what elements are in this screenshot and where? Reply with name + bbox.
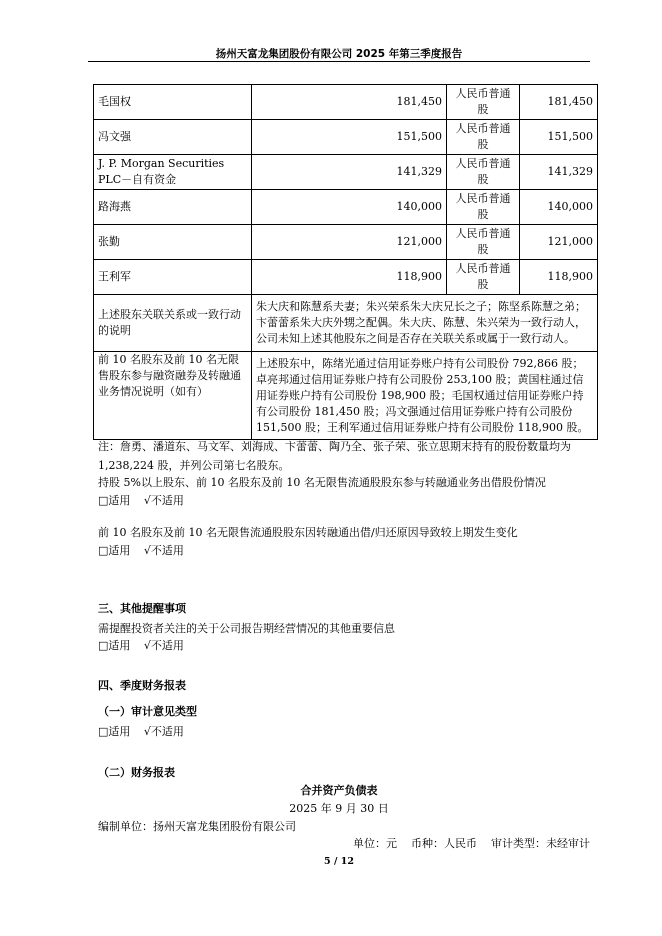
share-qty: 121,000 bbox=[520, 225, 598, 260]
section3-checkbox-row bbox=[98, 636, 598, 655]
applicable-checkbox[interactable]: □适用 bbox=[98, 725, 131, 738]
share-qty: 141,329 bbox=[520, 155, 598, 190]
header-divider bbox=[88, 61, 590, 62]
holder-name: J. P. Morgan Securities PLC－自有资金 bbox=[94, 155, 252, 190]
holder-amount: 140,000 bbox=[252, 190, 447, 225]
holder-name: 王利军 bbox=[94, 260, 252, 295]
audit-opinion-heading: （一）审计意见类型 bbox=[98, 705, 197, 718]
unit-line bbox=[88, 835, 590, 851]
lending-title: 持股 5%以上股东、前 10 名股东及前 10 名无限售流通股股东参与转融通业务出借股份情况 bbox=[98, 476, 546, 489]
holder-amount: 118,900 bbox=[252, 260, 447, 295]
share-class: 人民币普通股 bbox=[447, 155, 520, 190]
holder-name: 毛国权 bbox=[94, 85, 252, 120]
share-qty: 181,450 bbox=[520, 85, 598, 120]
change-title: 前 10 名股东及前 10 名无限售流通股股东因转融通出借/归还原因导致较上期发生变化 bbox=[98, 526, 518, 539]
table-row bbox=[94, 155, 598, 190]
table-note: 注：詹勇、潘道东、马文军、刘海成、卞蕾蕾、陶乃全、张子荣、张立思期末持有的股份数量均为 1,238,224 股，并列公司第七名股东。 bbox=[98, 440, 571, 472]
applicable-checkbox[interactable]: □适用 bbox=[98, 494, 131, 507]
not-applicable-checkbox[interactable]: √不适用 bbox=[143, 544, 184, 557]
unit-label: 单位：元 bbox=[353, 837, 397, 850]
section3-heading: 三、其他提醒事项 bbox=[98, 602, 186, 615]
financial-statements-heading: （二）财务报表 bbox=[98, 766, 175, 779]
table-row bbox=[94, 190, 598, 225]
lending-checkbox-row bbox=[98, 491, 598, 510]
currency-label: 币种：人民币 bbox=[411, 837, 477, 850]
shareholders-table bbox=[93, 84, 598, 440]
holder-amount: 121,000 bbox=[252, 225, 447, 260]
margin-label: 前 10 名股东及前 10 名无限售股东参与融资融券及转融通业务情况说明（如有） bbox=[94, 352, 252, 440]
table-row bbox=[94, 352, 598, 440]
audit-checkbox-row bbox=[98, 722, 598, 741]
report-header: 扬州天富龙集团股份有限公司 2025 年第三季度报告 bbox=[215, 48, 463, 60]
holder-name: 张勤 bbox=[94, 225, 252, 260]
share-qty: 140,000 bbox=[520, 190, 598, 225]
holder-name: 路海燕 bbox=[94, 190, 252, 225]
page-number: 5 / 12 bbox=[324, 856, 354, 867]
change-checkbox-row bbox=[98, 541, 598, 560]
share-class: 人民币普通股 bbox=[447, 225, 520, 260]
share-class: 人民币普通股 bbox=[447, 85, 520, 120]
not-applicable-checkbox[interactable]: √不适用 bbox=[143, 639, 184, 652]
prepared-by: 编制单位：扬州天富龙集团股份有限公司 bbox=[98, 820, 296, 833]
table-row bbox=[94, 85, 598, 120]
share-class: 人民币普通股 bbox=[447, 190, 520, 225]
table-row bbox=[94, 225, 598, 260]
relation-text: 朱大庆和陈慧系夫妻；朱兴荣系朱大庆兄长之子；陈坚系陈慧之弟；卞蕾蕾系朱大庆外甥之配偶。朱大庆、陈慧、朱兴荣为一致行动人，公司未知上述其他股东之间是否存在关联关系或属于一致行动人。 bbox=[252, 295, 598, 352]
balance-sheet-date: 2025 年 9 月 30 日 bbox=[289, 802, 389, 815]
holder-amount: 151,500 bbox=[252, 120, 447, 155]
table-row bbox=[94, 120, 598, 155]
share-class: 人民币普通股 bbox=[447, 120, 520, 155]
share-class: 人民币普通股 bbox=[447, 260, 520, 295]
relation-label: 上述股东关联关系或一致行动的说明 bbox=[94, 295, 252, 352]
not-applicable-checkbox[interactable]: √不适用 bbox=[143, 725, 184, 738]
holder-name: 冯文强 bbox=[94, 120, 252, 155]
balance-sheet-title: 合并资产负债表 bbox=[300, 784, 378, 797]
table-row bbox=[94, 260, 598, 295]
share-qty: 118,900 bbox=[520, 260, 598, 295]
holder-amount: 141,329 bbox=[252, 155, 447, 190]
section3-text: 需提醒投资者关注的关于公司报告期经营情况的其他重要信息 bbox=[98, 622, 395, 635]
margin-text: 上述股东中，陈绪光通过信用证券账户持有公司股份 792,866 股；卓亮邦通过信用证券账户持有公司股份 253,100 股；黄国柱通过信用证券账户持有公司股份 198,900 股；毛国权通过信用证券账户持有公司股份 181,450 股；冯文强通过信用证券账户持有公司股份 151,500 股；王利军通过信用证券账户持有公司股份 118,900 股。 bbox=[252, 352, 598, 440]
holder-amount: 181,450 bbox=[252, 85, 447, 120]
applicable-checkbox[interactable]: □适用 bbox=[98, 544, 131, 557]
not-applicable-checkbox[interactable]: √不适用 bbox=[143, 494, 184, 507]
applicable-checkbox[interactable]: □适用 bbox=[98, 639, 131, 652]
audit-type-label: 审计类型：未经审计 bbox=[491, 837, 590, 850]
table-row bbox=[94, 295, 598, 352]
section4-heading: 四、季度财务报表 bbox=[98, 679, 186, 692]
share-qty: 151,500 bbox=[520, 120, 598, 155]
